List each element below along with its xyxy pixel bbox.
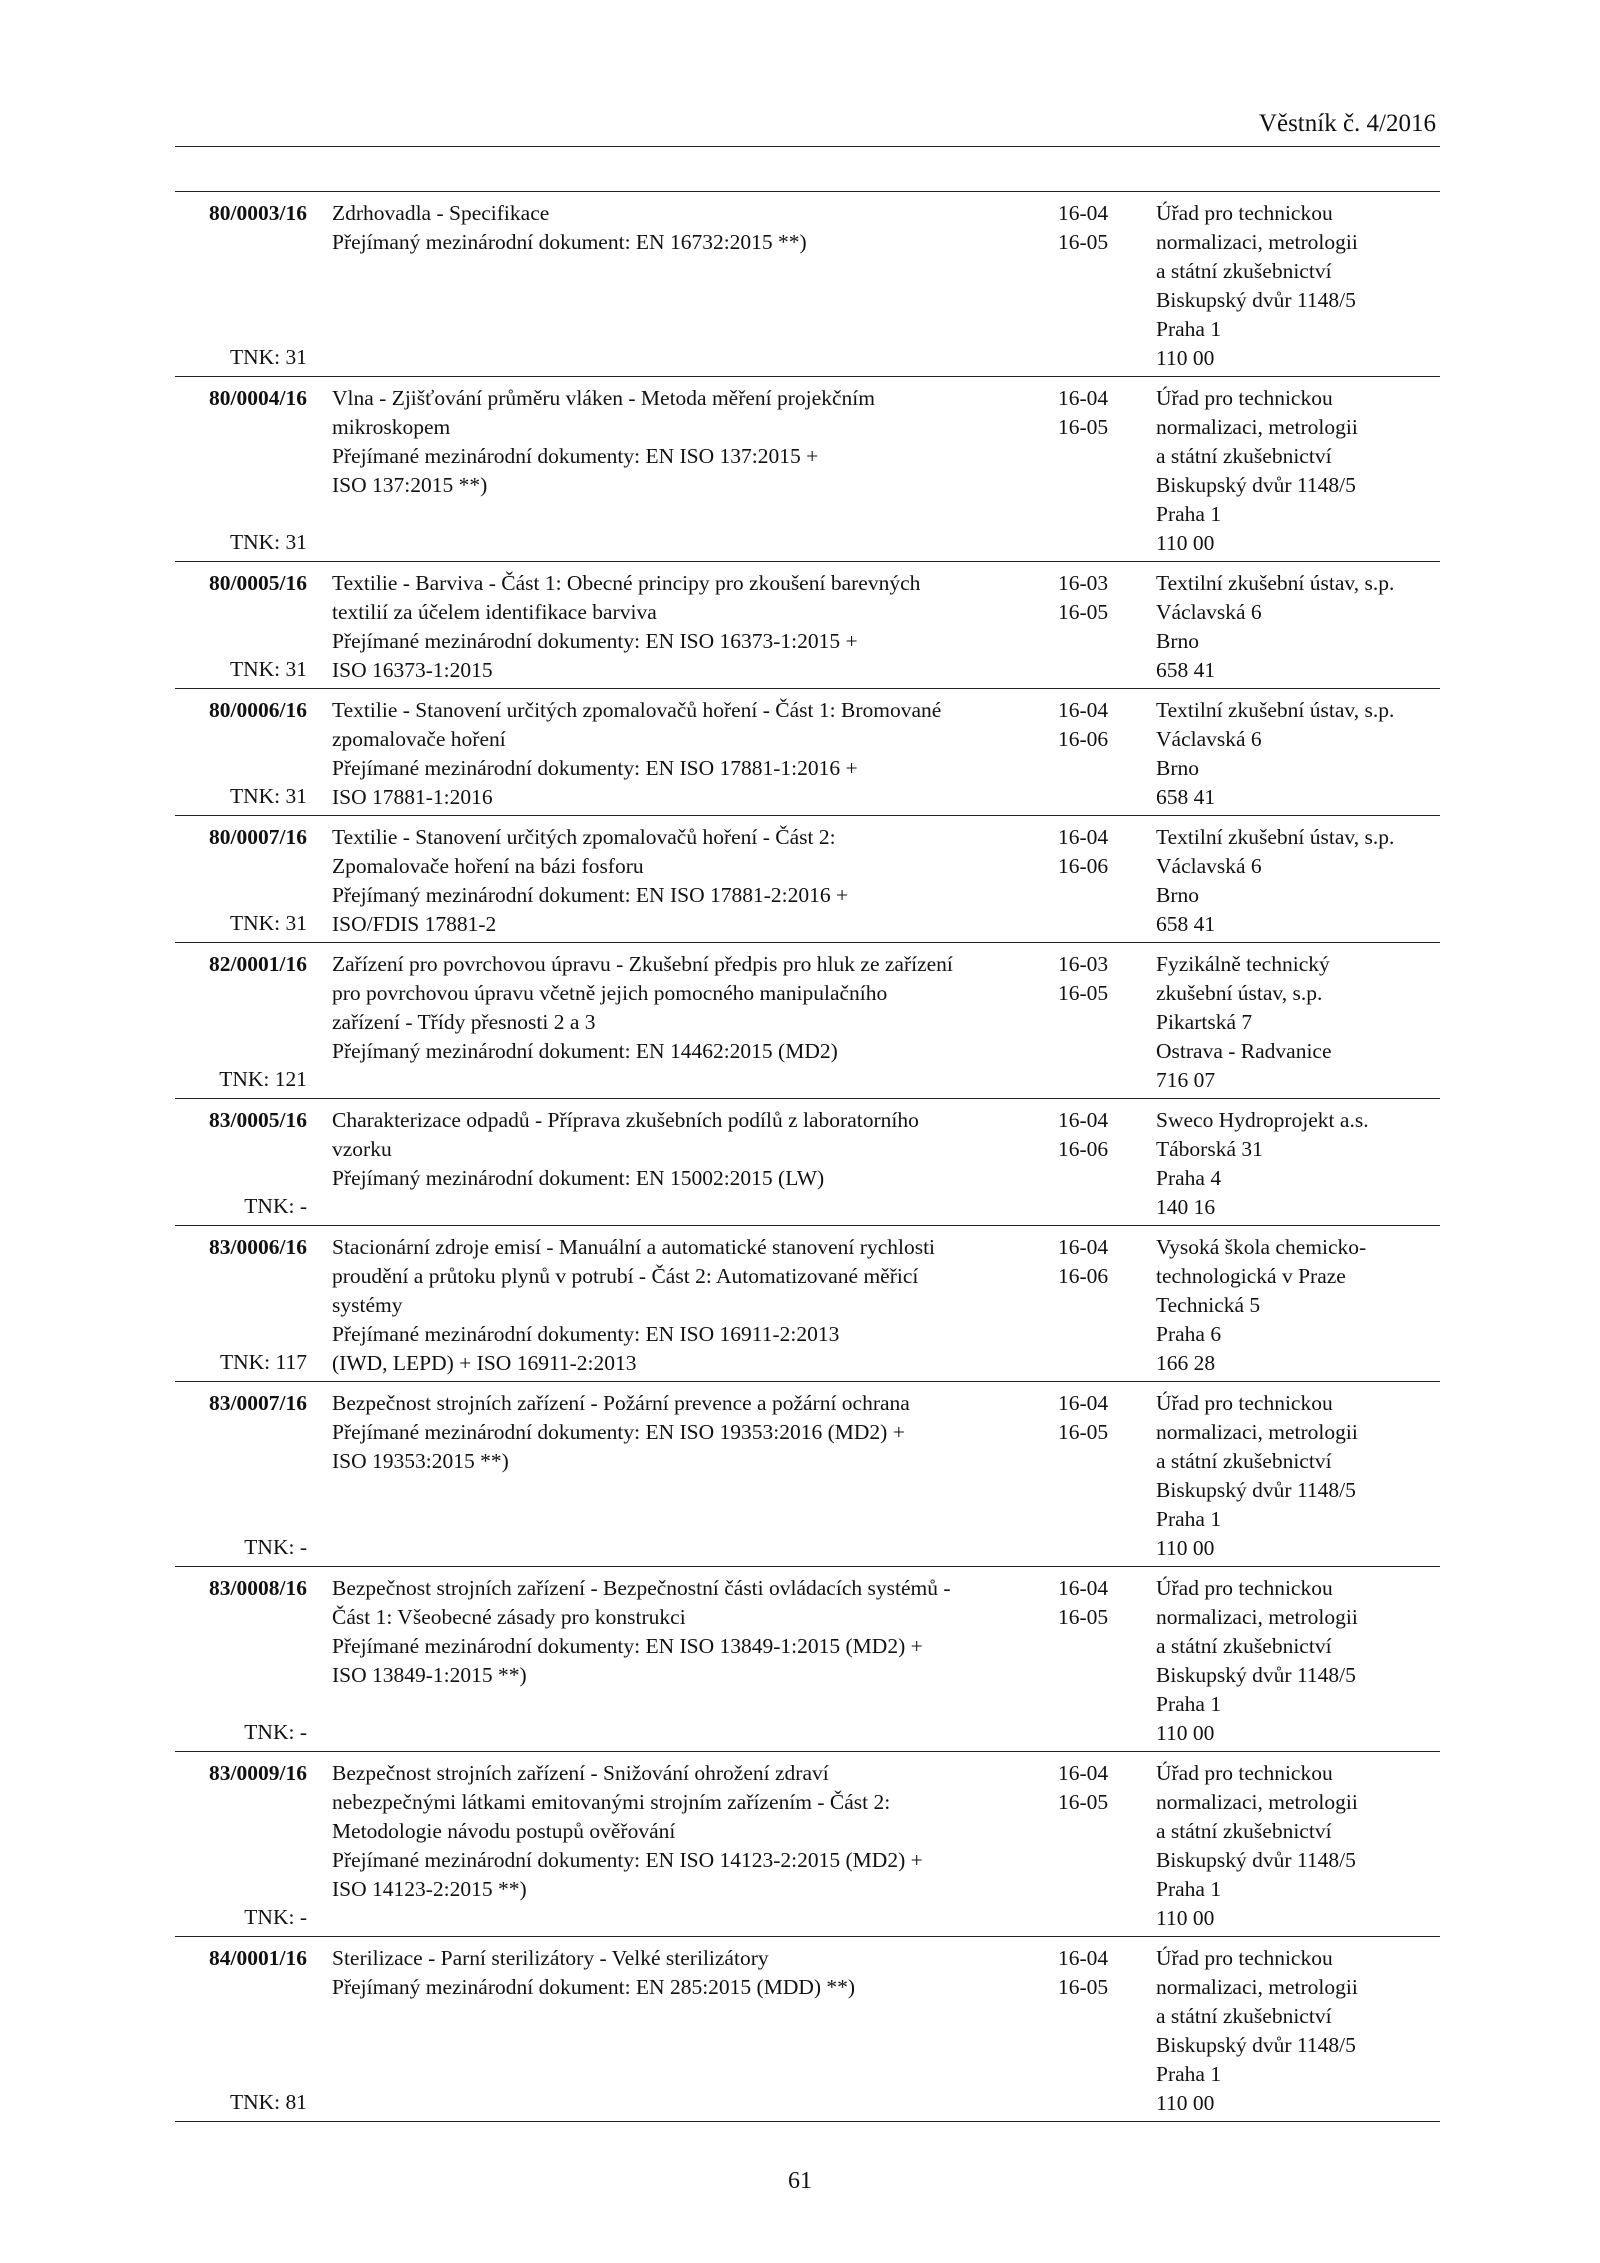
institution-line: Praha 1: [1156, 502, 1222, 526]
title-line: ISO 13849-1:2015 **): [332, 1663, 527, 1687]
institution-line: 110 00: [1156, 1721, 1215, 1745]
entry-title-cell: [319, 1226, 1058, 1382]
date-value: 16-05: [1058, 600, 1109, 624]
entry-title-cell: [319, 192, 1058, 377]
title-line: Sterilizace - Parní sterilizátory - Velké sterilizátory: [332, 1946, 769, 1970]
institution-line: Úřad pro technickou: [1156, 1761, 1333, 1785]
institution-line: a státní zkušebnictví: [1156, 1634, 1332, 1658]
entry-id-cell: [175, 1382, 319, 1567]
date-value: 16-06: [1058, 727, 1109, 751]
tnk-label: TNK: 117: [220, 1350, 307, 1374]
institution-line: Biskupský dvůr 1148/5: [1156, 1848, 1356, 1872]
title-line: Textilie - Stanovení určitých zpomalovačů hoření - Část 2:: [332, 825, 836, 849]
tnk-label: TNK: -: [244, 1720, 307, 1744]
institution-line: Brno: [1156, 883, 1199, 907]
entry-number: 83/0008/16: [209, 1576, 307, 1600]
institution-line: Biskupský dvůr 1148/5: [1156, 473, 1356, 497]
title-line: Přejímané mezinárodní dokumenty: EN ISO 17881-1:2016 +: [332, 756, 858, 780]
entry-number: 83/0007/16: [209, 1391, 307, 1415]
entry-number: 83/0006/16: [209, 1235, 307, 1259]
title-line: Přejímaný mezinárodní dokument: EN 14462:2015 (MD2): [332, 1039, 838, 1063]
institution-line: 110 00: [1156, 531, 1215, 555]
date-value: 16-04: [1058, 201, 1109, 225]
table-row: [175, 689, 1440, 816]
institution-line: normalizaci, metrologii: [1156, 1975, 1358, 1999]
title-line: Bezpečnost strojních zařízení - Snižování ohrožení zdraví: [332, 1761, 829, 1785]
institution-line: Pikartská 7: [1156, 1010, 1253, 1034]
institution-line: Úřad pro technickou: [1156, 1946, 1333, 1970]
institution-line: Biskupský dvůr 1148/5: [1156, 288, 1356, 312]
institution-line: 658 41: [1156, 658, 1216, 682]
table-row: [175, 816, 1440, 943]
title-line: ISO 17881-1:2016: [332, 785, 493, 809]
title-line: zpomalovače hoření: [332, 727, 506, 751]
date-value: 16-06: [1058, 1137, 1109, 1161]
institution-line: Praha 1: [1156, 1507, 1222, 1531]
entry-id-cell: [175, 1567, 319, 1752]
institution-line: normalizaci, metrologii: [1156, 230, 1358, 254]
institution-line: Václavská 6: [1156, 600, 1262, 624]
date-value: 16-05: [1058, 415, 1109, 439]
title-line: Bezpečnost strojních zařízení - Bezpečnostní části ovládacích systémů -: [332, 1576, 951, 1600]
entry-institution-cell: [1144, 943, 1440, 1099]
institution-line: Praha 4: [1156, 1166, 1222, 1190]
institution-line: 716 07: [1156, 1068, 1216, 1092]
entry-id-cell: [175, 192, 319, 377]
entry-id-cell: [175, 689, 319, 816]
date-value: 16-04: [1058, 1761, 1109, 1785]
entry-id-cell: [175, 377, 319, 562]
institution-line: Václavská 6: [1156, 854, 1262, 878]
title-line: ISO 137:2015 **): [332, 473, 488, 497]
entry-number: 80/0003/16: [209, 201, 307, 225]
title-line: zařízení - Třídy přesnosti 2 a 3: [332, 1010, 596, 1034]
entry-number: 82/0001/16: [209, 952, 307, 976]
institution-line: Textilní zkušební ústav, s.p.: [1156, 571, 1395, 595]
institution-line: Úřad pro technickou: [1156, 1391, 1333, 1415]
entry-number: 80/0006/16: [209, 698, 307, 722]
entry-number: 84/0001/16: [209, 1946, 307, 1970]
title-line: textilií za účelem identifikace barviva: [332, 600, 657, 624]
title-line: Přejímaný mezinárodní dokument: EN 16732:2015 **): [332, 230, 807, 254]
institution-line: Biskupský dvůr 1148/5: [1156, 1663, 1356, 1687]
table-row: [175, 562, 1440, 689]
title-line: Zdrhovadla - Specifikace: [332, 201, 550, 225]
entry-title-cell: [319, 1567, 1058, 1752]
entry-dates-cell: [1058, 377, 1144, 562]
institution-line: Vysoká škola chemicko-: [1156, 1235, 1367, 1259]
entry-dates-cell: [1058, 562, 1144, 689]
institution-line: Praha 6: [1156, 1322, 1222, 1346]
institution-line: Fyzikálně technický: [1156, 952, 1330, 976]
title-line: pro povrchovou úpravu včetně jejich pomocného manipulačního: [332, 981, 888, 1005]
entry-institution-cell: [1144, 1226, 1440, 1382]
date-value: 16-04: [1058, 698, 1109, 722]
entry-institution-cell: [1144, 192, 1440, 377]
entry-institution-cell: [1144, 1567, 1440, 1752]
entry-id-cell: [175, 816, 319, 943]
date-value: 16-04: [1058, 1108, 1109, 1132]
title-line: vzorku: [332, 1137, 392, 1161]
institution-line: normalizaci, metrologii: [1156, 1790, 1358, 1814]
institution-line: technologická v Praze: [1156, 1264, 1346, 1288]
institution-line: 110 00: [1156, 1906, 1215, 1930]
institution-line: a státní zkušebnictví: [1156, 1819, 1332, 1843]
title-line: ISO 19353:2015 **): [332, 1449, 509, 1473]
entry-institution-cell: [1144, 1099, 1440, 1226]
table-row: [175, 943, 1440, 1099]
entry-number: 80/0004/16: [209, 386, 307, 410]
title-line: Textilie - Barviva - Část 1: Obecné principy pro zkoušení barevných: [332, 571, 921, 595]
title-line: ISO 14123-2:2015 **): [332, 1877, 527, 1901]
tnk-label: TNK: 81: [229, 2090, 307, 2114]
institution-line: 110 00: [1156, 1536, 1215, 1560]
entry-institution-cell: [1144, 1937, 1440, 2122]
tnk-label: TNK: 121: [219, 1067, 307, 1091]
entry-title-cell: [319, 562, 1058, 689]
entry-title-cell: [319, 377, 1058, 562]
entry-dates-cell: [1058, 816, 1144, 943]
date-value: 16-05: [1058, 1790, 1109, 1814]
institution-line: 140 16: [1156, 1195, 1216, 1219]
entry-dates-cell: [1058, 1226, 1144, 1382]
date-value: 16-05: [1058, 1605, 1109, 1629]
institution-line: 658 41: [1156, 785, 1216, 809]
date-value: 16-04: [1058, 386, 1109, 410]
date-value: 16-04: [1058, 1576, 1109, 1600]
entry-id-cell: [175, 562, 319, 689]
page-header: [175, 110, 1440, 147]
journal-title: Věstník č. 4/2016: [1258, 110, 1436, 137]
table-row: [175, 1937, 1440, 2122]
tnk-label: TNK: -: [244, 1535, 307, 1559]
entry-dates-cell: [1058, 1752, 1144, 1937]
institution-line: Úřad pro technickou: [1156, 201, 1333, 225]
institution-line: a státní zkušebnictví: [1156, 444, 1332, 468]
title-line: Zařízení pro povrchovou úpravu - Zkušební předpis pro hluk ze zařízení: [332, 952, 953, 976]
date-value: 16-05: [1058, 230, 1109, 254]
institution-line: Praha 1: [1156, 317, 1222, 341]
table-row: [175, 1752, 1440, 1937]
entry-number: 80/0005/16: [209, 571, 307, 595]
entry-title-cell: [319, 1382, 1058, 1567]
date-value: 16-03: [1058, 952, 1109, 976]
entry-title-cell: [319, 943, 1058, 1099]
title-line: proudění a průtoku plynů v potrubí - Část 2: Automatizované měřicí: [332, 1264, 919, 1288]
entry-dates-cell: [1058, 192, 1144, 377]
entry-dates-cell: [1058, 1382, 1144, 1567]
institution-line: zkušební ústav, s.p.: [1156, 981, 1323, 1005]
entry-institution-cell: [1144, 1752, 1440, 1937]
table-row: [175, 1382, 1440, 1567]
title-line: Přejímaný mezinárodní dokument: EN 285:2015 (MDD) **): [332, 1975, 856, 1999]
tnk-label: TNK: 31: [229, 530, 307, 554]
title-line: mikroskopem: [332, 415, 451, 439]
institution-line: Praha 1: [1156, 1692, 1222, 1716]
institution-line: Brno: [1156, 629, 1199, 653]
institution-line: Biskupský dvůr 1148/5: [1156, 1478, 1356, 1502]
institution-line: a státní zkušebnictví: [1156, 259, 1332, 283]
institution-line: Táborská 31: [1156, 1137, 1263, 1161]
title-line: Vlna - Zjišťování průměru vláken - Metoda měření projekčním: [332, 386, 875, 410]
title-line: Přejímané mezinárodní dokumenty: EN ISO 13849-1:2015 (MD2) +: [332, 1634, 923, 1658]
institution-line: a státní zkušebnictví: [1156, 2004, 1332, 2028]
date-value: 16-04: [1058, 1391, 1109, 1415]
title-line: ISO 16373-1:2015: [332, 658, 493, 682]
date-value: 16-06: [1058, 854, 1109, 878]
title-line: Zpomalovače hoření na bázi fosforu: [332, 854, 644, 878]
table-row: [175, 1099, 1440, 1226]
entry-dates-cell: [1058, 943, 1144, 1099]
title-line: Textilie - Stanovení určitých zpomalovačů hoření - Část 1: Bromované: [332, 698, 942, 722]
entry-dates-cell: [1058, 689, 1144, 816]
standards-table: [175, 191, 1440, 2122]
institution-line: Ostrava - Radvanice: [1156, 1039, 1332, 1063]
tnk-label: TNK: 31: [229, 657, 307, 681]
institution-line: Biskupský dvůr 1148/5: [1156, 2033, 1356, 2057]
entry-institution-cell: [1144, 562, 1440, 689]
title-line: Přejímaný mezinárodní dokument: EN ISO 17881-2:2016 +: [332, 883, 849, 907]
entry-institution-cell: [1144, 1382, 1440, 1567]
title-line: Přejímané mezinárodní dokumenty: EN ISO 14123-2:2015 (MD2) +: [332, 1848, 923, 1872]
institution-line: Úřad pro technickou: [1156, 386, 1333, 410]
entry-number: 83/0005/16: [209, 1108, 307, 1132]
tnk-label: TNK: 31: [229, 911, 307, 935]
institution-line: normalizaci, metrologii: [1156, 415, 1358, 439]
institution-line: Úřad pro technickou: [1156, 1576, 1333, 1600]
date-value: 16-04: [1058, 1235, 1109, 1259]
title-line: (IWD, LEPD) + ISO 16911-2:2013: [332, 1351, 637, 1375]
institution-line: Václavská 6: [1156, 727, 1262, 751]
title-line: ISO/FDIS 17881-2: [332, 912, 497, 936]
institution-line: Technická 5: [1156, 1293, 1261, 1317]
entry-number: 80/0007/16: [209, 825, 307, 849]
table-row: [175, 192, 1440, 377]
institution-line: Praha 1: [1156, 1877, 1222, 1901]
tnk-label: TNK: -: [244, 1194, 307, 1218]
institution-line: 166 28: [1156, 1351, 1216, 1375]
institution-line: Sweco Hydroprojekt a.s.: [1156, 1108, 1369, 1132]
title-line: systémy: [332, 1293, 403, 1317]
date-value: 16-05: [1058, 981, 1109, 1005]
title-line: Přejímaný mezinárodní dokument: EN 15002:2015 (LW): [332, 1166, 825, 1190]
entry-dates-cell: [1058, 1099, 1144, 1226]
title-line: Přejímané mezinárodní dokumenty: EN ISO 16373-1:2015 +: [332, 629, 858, 653]
title-line: Charakterizace odpadů - Příprava zkušebních podílů z laboratorního: [332, 1108, 919, 1132]
entry-title-cell: [319, 816, 1058, 943]
entry-institution-cell: [1144, 689, 1440, 816]
entry-id-cell: [175, 1752, 319, 1937]
tnk-label: TNK: 31: [229, 345, 307, 369]
date-value: 16-03: [1058, 571, 1109, 595]
institution-line: normalizaci, metrologii: [1156, 1605, 1358, 1629]
entry-institution-cell: [1144, 377, 1440, 562]
tnk-label: TNK: 31: [229, 784, 307, 808]
entry-title-cell: [319, 1937, 1058, 2122]
entry-title-cell: [319, 1752, 1058, 1937]
institution-line: normalizaci, metrologii: [1156, 1420, 1358, 1444]
institution-line: Praha 1: [1156, 2062, 1222, 2086]
entry-title-cell: [319, 1099, 1058, 1226]
institution-line: 110 00: [1156, 2091, 1215, 2115]
title-line: Přejímané mezinárodní dokumenty: EN ISO 137:2015 +: [332, 444, 819, 468]
entry-number: 83/0009/16: [209, 1761, 307, 1785]
page-number: 61: [788, 2168, 812, 2194]
title-line: nebezpečnými látkami emitovanými strojním zařízením - Část 2:: [332, 1790, 891, 1814]
institution-line: Brno: [1156, 756, 1199, 780]
title-line: Přejímané mezinárodní dokumenty: EN ISO 19353:2016 (MD2) +: [332, 1420, 905, 1444]
entry-id-cell: [175, 1099, 319, 1226]
entry-dates-cell: [1058, 1567, 1144, 1752]
institution-line: 110 00: [1156, 346, 1215, 370]
title-line: Část 1: Všeobecné zásady pro konstrukci: [332, 1605, 686, 1629]
date-value: 16-06: [1058, 1264, 1109, 1288]
table-row: [175, 1226, 1440, 1382]
entry-id-cell: [175, 1937, 319, 2122]
institution-line: Textilní zkušební ústav, s.p.: [1156, 825, 1395, 849]
table-row: [175, 1567, 1440, 1752]
title-line: Stacionární zdroje emisí - Manuální a automatické stanovení rychlosti: [332, 1235, 936, 1259]
title-line: Metodologie návodu postupů ověřování: [332, 1819, 676, 1843]
tnk-label: TNK: -: [244, 1905, 307, 1929]
date-value: 16-05: [1058, 1420, 1109, 1444]
date-value: 16-04: [1058, 1946, 1109, 1970]
table-row: [175, 377, 1440, 562]
entry-id-cell: [175, 1226, 319, 1382]
entry-institution-cell: [1144, 816, 1440, 943]
institution-line: a státní zkušebnictví: [1156, 1449, 1332, 1473]
institution-line: Textilní zkušební ústav, s.p.: [1156, 698, 1395, 722]
entry-title-cell: [319, 689, 1058, 816]
date-value: 16-04: [1058, 825, 1109, 849]
institution-line: 658 41: [1156, 912, 1216, 936]
title-line: Bezpečnost strojních zařízení - Požární prevence a požární ochrana: [332, 1391, 910, 1415]
entry-dates-cell: [1058, 1937, 1144, 2122]
title-line: Přejímané mezinárodní dokumenty: EN ISO 16911-2:2013: [332, 1322, 840, 1346]
entry-id-cell: [175, 943, 319, 1099]
date-value: 16-05: [1058, 1975, 1109, 1999]
